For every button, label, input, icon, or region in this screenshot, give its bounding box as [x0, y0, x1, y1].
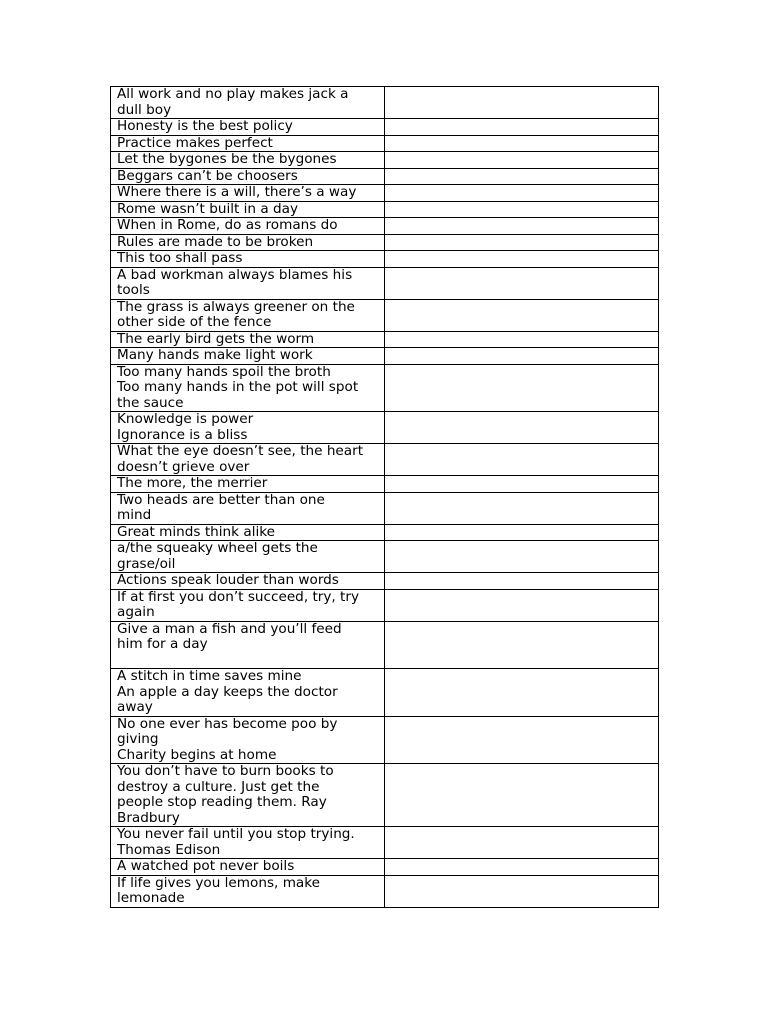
proverb-cell [111, 331, 385, 348]
table-row [111, 621, 659, 669]
proverb-text-line: tools [117, 282, 150, 298]
proverb-cell [111, 135, 385, 152]
table-row [111, 541, 659, 573]
table-row [111, 875, 659, 907]
answer-cell[interactable] [385, 444, 659, 476]
proverb-text-line: You don’t have to burn books to [117, 763, 334, 779]
proverb-text-line: No one ever has become poo by [117, 715, 338, 732]
table-row [111, 267, 659, 299]
answer-cell[interactable] [385, 412, 659, 444]
proverb-text-line: You never fail until you stop trying. [117, 826, 355, 842]
proverb-text-line: Bradbury [117, 809, 180, 826]
proverb-cell [111, 364, 385, 412]
proverb-cell [111, 476, 385, 493]
proverb-cell [111, 875, 385, 907]
table-row [111, 119, 659, 136]
answer-cell[interactable] [385, 218, 659, 235]
table-row [111, 234, 659, 251]
proverb-text-line: The grass is always greener on the [117, 298, 355, 315]
table-row [111, 87, 659, 119]
proverb-text-line: mind [117, 507, 152, 523]
proverb-text-line: a/the squeaky wheel gets the [117, 540, 318, 556]
proverb-cell [111, 152, 385, 169]
proverb-text-line: Actions speak louder than words [117, 572, 339, 588]
proverb-text-line: All work and no play makes jack a [117, 86, 349, 102]
table-row [111, 201, 659, 218]
proverb-text-line: Thomas Edison [117, 841, 221, 858]
answer-cell[interactable] [385, 764, 659, 827]
answer-cell[interactable] [385, 524, 659, 541]
proverb-cell [111, 251, 385, 268]
answer-cell[interactable] [385, 827, 659, 859]
proverb-text-line: Too many hands spoil the broth [117, 363, 331, 380]
proverb-text-line: A watched pot never boils [117, 858, 295, 874]
proverb-text-line: Practice makes perfect [117, 134, 273, 151]
proverb-text-line: giving [117, 731, 159, 747]
proverb-text-line: again [117, 604, 155, 620]
answer-cell[interactable] [385, 119, 659, 136]
proverbs-table [110, 86, 659, 908]
proverb-text-line: A bad workman always blames his [117, 266, 353, 283]
table-row [111, 859, 659, 876]
proverb-text-line: Honesty is the best policy [117, 118, 293, 134]
proverb-text-line: Rome wasn’t built in a day [117, 200, 299, 217]
proverb-cell [111, 201, 385, 218]
table-row [111, 299, 659, 331]
answer-cell[interactable] [385, 152, 659, 169]
table-row [111, 716, 659, 764]
proverb-text-line: away [117, 699, 153, 715]
proverb-cell [111, 827, 385, 859]
proverb-text-line: other side of the fence [117, 314, 272, 330]
table-row [111, 476, 659, 493]
proverb-text-line: lemonade [117, 890, 185, 906]
proverb-cell [111, 218, 385, 235]
proverb-text-line: Let the bygones be the bygones [117, 151, 337, 167]
table-row [111, 168, 659, 185]
table-row [111, 764, 659, 827]
table-row [111, 524, 659, 541]
proverb-cell [111, 669, 385, 717]
proverb-cell [111, 492, 385, 524]
proverb-text-line: A stitch in time saves mine [117, 668, 302, 684]
table-row [111, 135, 659, 152]
proverb-text-line: Two heads are better than one [117, 491, 325, 508]
proverb-cell [111, 299, 385, 331]
proverb-text-line: Where there is a will, there’s a way [117, 184, 357, 200]
proverb-cell [111, 412, 385, 444]
proverb-cell [111, 444, 385, 476]
answer-cell[interactable] [385, 875, 659, 907]
proverb-text-line: Charity begins at home [117, 746, 277, 763]
table-row [111, 412, 659, 444]
proverb-cell [111, 573, 385, 590]
proverb-text-line: the sauce [117, 394, 184, 411]
proverb-text-line: him for a day [117, 636, 208, 652]
proverb-cell [111, 541, 385, 573]
answer-cell[interactable] [385, 168, 659, 185]
proverb-text-line: When in Rome, do as romans do [117, 217, 338, 233]
answer-cell[interactable] [385, 492, 659, 524]
table-row [111, 152, 659, 169]
proverb-text-line: Beggars can’t be choosers [117, 167, 298, 184]
proverb-cell [111, 119, 385, 136]
proverb-cell [111, 87, 385, 119]
proverb-text-line: Give a man a fish and you’ll feed [117, 620, 342, 637]
table-row [111, 573, 659, 590]
proverb-text-line: What the eye doesn’t see, the heart [117, 443, 364, 459]
proverb-cell [111, 234, 385, 251]
proverb-text-line: Many hands make light work [117, 347, 313, 363]
table-row [111, 589, 659, 621]
table-row [111, 492, 659, 524]
proverb-text-line: dull boy [117, 101, 172, 118]
worksheet [110, 86, 658, 908]
proverb-text-line: doesn’t grieve over [117, 458, 250, 475]
table-row [111, 218, 659, 235]
proverb-cell [111, 267, 385, 299]
table-row [111, 827, 659, 859]
proverb-text-line: destroy a culture. Just get the [117, 778, 320, 795]
table-row [111, 364, 659, 412]
answer-cell[interactable] [385, 331, 659, 348]
answer-cell[interactable] [385, 859, 659, 876]
proverb-text-line: The more, the merrier [117, 475, 268, 491]
proverb-text-line: Knowledge is power [117, 411, 254, 427]
answer-cell[interactable] [385, 201, 659, 218]
answer-cell[interactable] [385, 135, 659, 152]
proverb-cell [111, 621, 385, 669]
proverb-text-line: If at first you don’t succeed, try, try [117, 588, 360, 605]
proverb-cell [111, 348, 385, 365]
answer-cell[interactable] [385, 267, 659, 299]
answer-cell[interactable] [385, 621, 659, 669]
proverb-text-line: Great minds think alike [117, 523, 276, 540]
answer-cell[interactable] [385, 476, 659, 493]
answer-cell[interactable] [385, 669, 659, 717]
proverb-text-line: Too many hands in the pot will spot [117, 379, 359, 395]
answer-cell[interactable] [385, 185, 659, 202]
answer-cell[interactable] [385, 234, 659, 251]
table-row [111, 331, 659, 348]
answer-cell[interactable] [385, 251, 659, 268]
proverb-cell [111, 589, 385, 621]
proverb-cell [111, 185, 385, 202]
proverb-text-line: Rules are made to be broken [117, 233, 314, 250]
answer-cell[interactable] [385, 541, 659, 573]
answer-cell[interactable] [385, 589, 659, 621]
answer-cell[interactable] [385, 364, 659, 412]
proverb-cell [111, 764, 385, 827]
proverb-text-line: grase/oil [117, 555, 176, 572]
proverb-text-line: This too shall pass [117, 250, 243, 266]
proverb-cell [111, 716, 385, 764]
answer-cell[interactable] [385, 348, 659, 365]
proverb-text-line: An apple a day keeps the doctor [117, 683, 338, 700]
proverb-text-line: The early bird gets the worm [117, 330, 315, 347]
proverbs-table-body [111, 87, 659, 908]
answer-cell[interactable] [385, 716, 659, 764]
table-row [111, 251, 659, 268]
answer-cell[interactable] [385, 573, 659, 590]
table-row [111, 348, 659, 365]
answer-cell[interactable] [385, 87, 659, 119]
table-row [111, 444, 659, 476]
proverb-cell [111, 859, 385, 876]
table-row [111, 669, 659, 717]
proverb-text-line: If life gives you lemons, make [117, 874, 321, 891]
proverb-text-line: people stop reading them. Ray [117, 794, 327, 810]
answer-cell[interactable] [385, 299, 659, 331]
proverb-cell [111, 524, 385, 541]
proverb-text-line: Ignorance is a bliss [117, 426, 248, 443]
table-row [111, 185, 659, 202]
blank-line [117, 653, 378, 669]
proverb-cell [111, 168, 385, 185]
